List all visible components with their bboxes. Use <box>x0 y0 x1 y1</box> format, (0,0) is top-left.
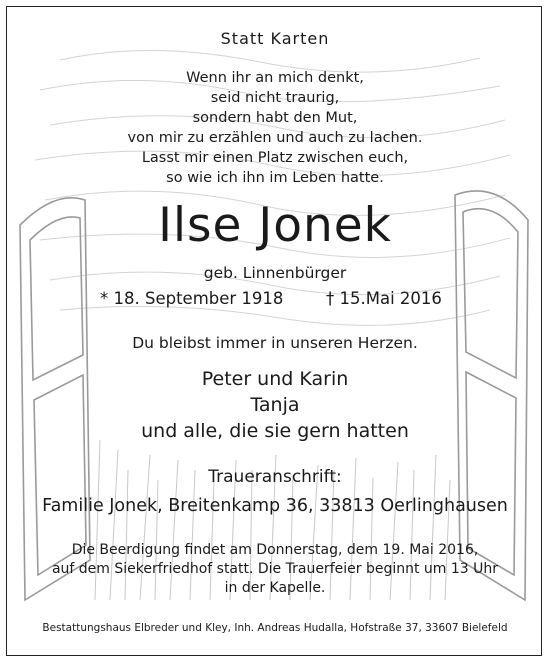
funeral-line: auf dem Siekerfriedhof statt. Die Trauerfeier beginnt um 13 Uhr <box>51 561 499 577</box>
birth-name: geb. Linnenbürger <box>203 264 347 282</box>
poem <box>0 68 550 188</box>
funeral-line: in der Kapelle. <box>224 580 326 596</box>
funeral-line: Die Beerdigung findet am Donnerstag, dem 19. Mai 2016, <box>71 542 479 558</box>
address-label: Traueranschrift: <box>208 467 342 487</box>
mourning-address: Familie Jonek, Breitenkamp 36, 33813 Oerlinghausen <box>42 496 508 516</box>
death-date: † 15.Mai 2016 <box>326 289 442 308</box>
memorial-motto: Du bleibst immer in unseren Herzen. <box>132 334 418 352</box>
mourner-line: und alle, die sie gern hatten <box>141 420 409 442</box>
mourner-line: Peter und Karin <box>201 368 349 390</box>
poem-line: seid nicht traurig, <box>210 90 340 106</box>
mourners <box>0 366 550 444</box>
poem-line: sondern habt den Mut, <box>192 110 358 126</box>
poem-line: von mir zu erzählen und auch zu lachen. <box>127 130 423 146</box>
funeral-details <box>0 541 550 598</box>
poem-line: Lasst mir einen Platz zwischen euch, <box>141 150 409 166</box>
poem-line: so wie ich ihn im Leben hatte. <box>166 170 384 186</box>
birth-date: * 18. September 1918 <box>100 289 284 308</box>
deceased-name: Ilse Jonek <box>158 198 392 253</box>
poem-line: Wenn ihr an mich denkt, <box>186 70 364 86</box>
mourner-line: Tanja <box>250 394 300 416</box>
funeral-home-footer: Bestattungshaus Elbreder und Kley, Inh. Andreas Hudalla, Hofstraße 37, 33607 Bielefeld <box>42 622 508 634</box>
header-text: Statt Karten <box>220 29 330 48</box>
